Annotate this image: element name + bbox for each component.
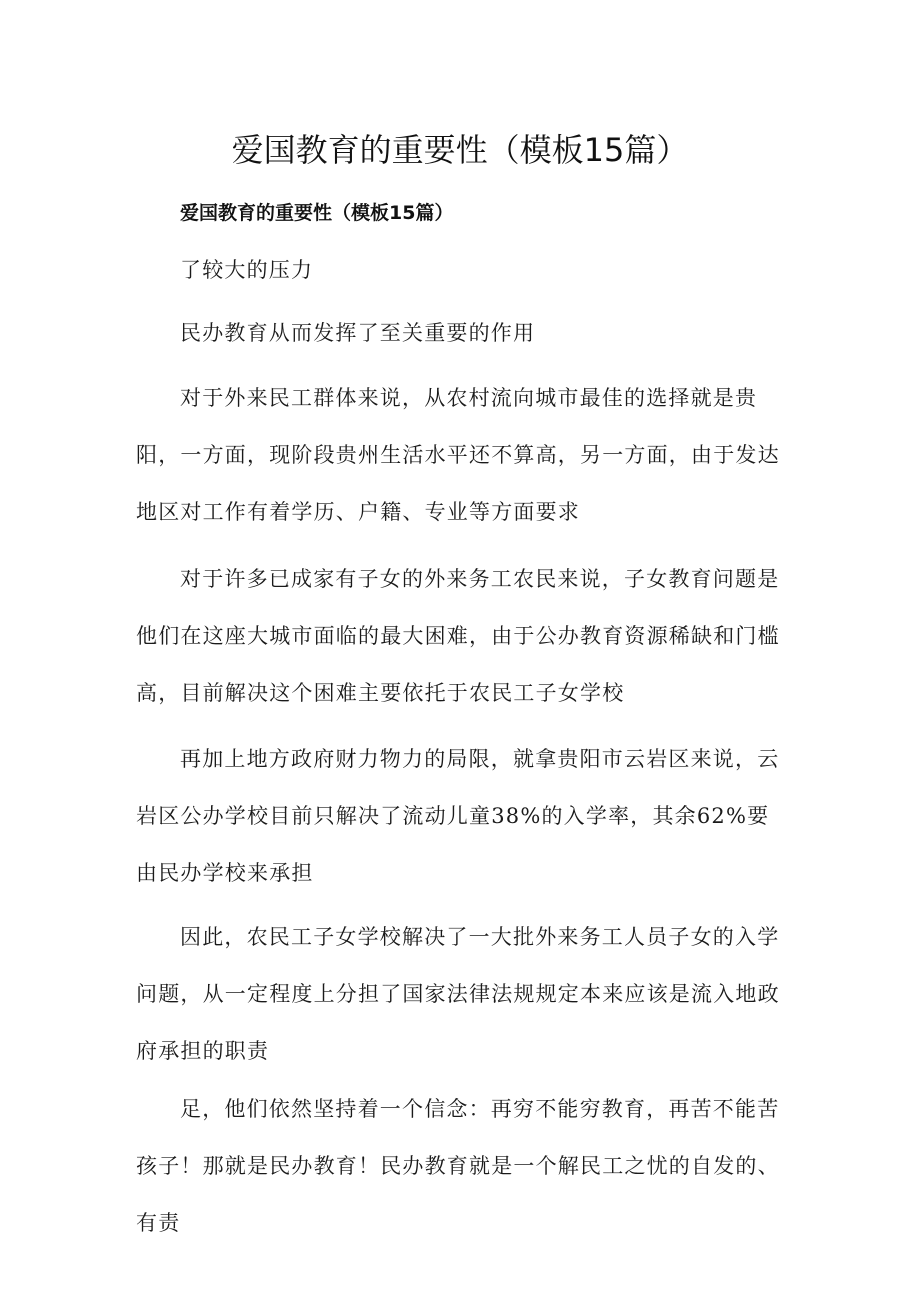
paragraph-5: 再加上地方政府财力物力的局限，就拿贵阳市云岩区来说，云岩区公办学校目前只解决了流动儿童38%的入学率，其余62%要由民办学校来承担 bbox=[136, 747, 780, 885]
paragraph-1: 了较大的压力 bbox=[180, 258, 314, 282]
document-title: 爱国教育的重要性（模板15篇） bbox=[231, 131, 689, 169]
paragraph-7: 足，他们依然坚持着一个信念：再穷不能穷教育，再苦不能苦孩子！那就是民办教育！民办教育就是一个解民工之忧的自发的、有责 bbox=[136, 1097, 780, 1235]
paragraph-2: 民办教育从而发挥了至关重要的作用 bbox=[180, 321, 536, 345]
paragraph-4: 对于许多已成家有子女的外来务工农民来说，子女教育问题是他们在这座大城市面临的最大困难，由于公办教育资源稀缺和门槛高，目前解决这个困难主要依托于农民工子女学校 bbox=[136, 567, 780, 705]
paragraph-3: 对于外来民工群体来说，从农村流向城市最佳的选择就是贵阳，一方面，现阶段贵州生活水平还不算高，另一方面，由于发达地区对工作有着学历、户籍、专业等方面要求 bbox=[136, 386, 780, 524]
paragraph-6: 因此，农民工子女学校解决了一大批外来务工人员子女的入学问题，从一定程度上分担了国家法律法规规定本来应该是流入地政府承担的职责 bbox=[136, 925, 780, 1063]
document-subtitle: 爱国教育的重要性（模板15篇） bbox=[180, 202, 454, 224]
